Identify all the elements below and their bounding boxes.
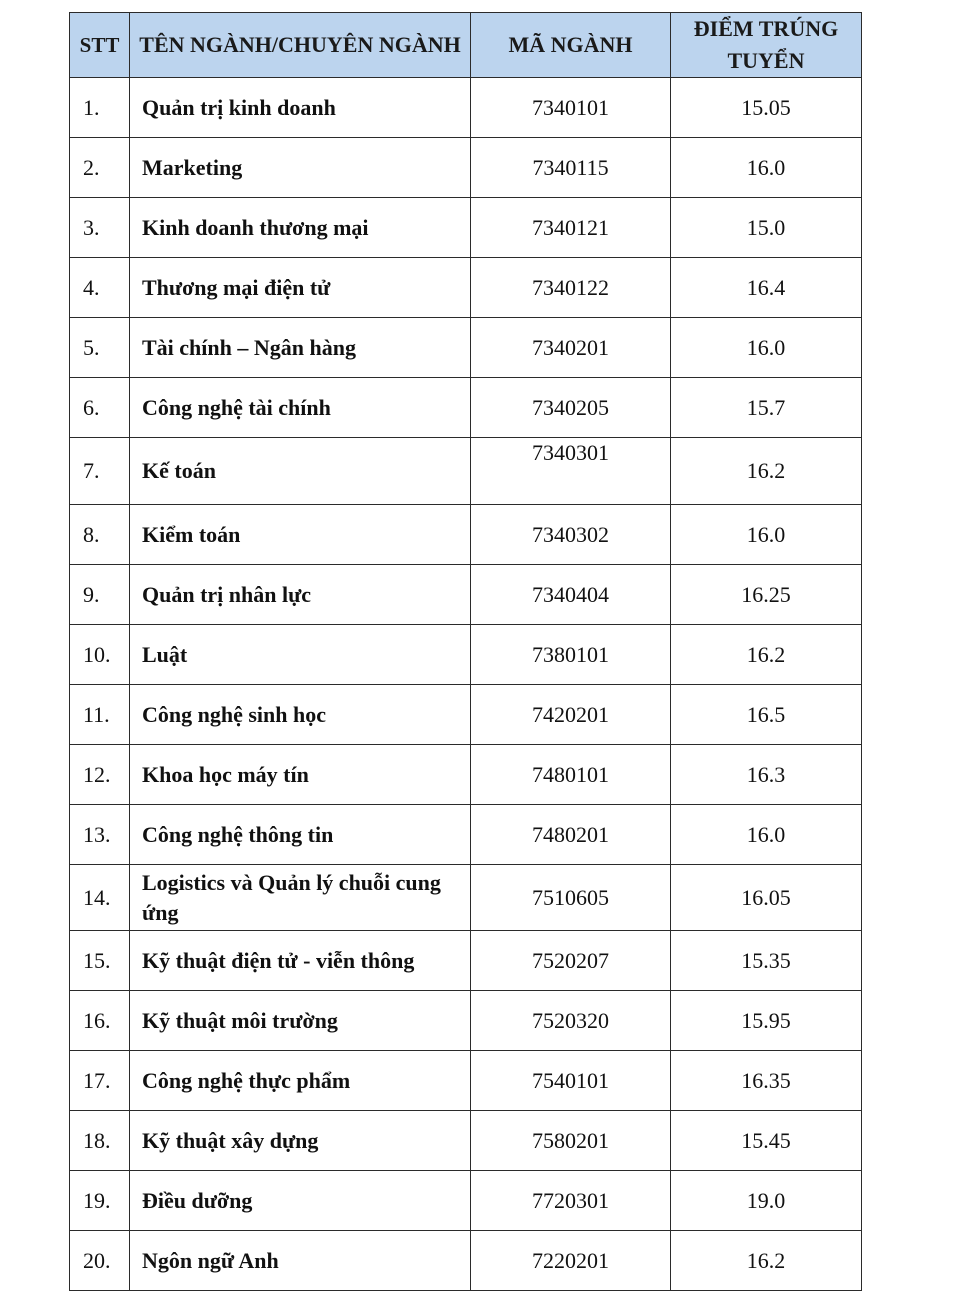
row-admission-score: 15.7 bbox=[671, 378, 862, 438]
row-major-code: 7340122 bbox=[471, 258, 671, 318]
row-major-name: Kinh doanh thương mại bbox=[130, 198, 471, 258]
row-major-code: 7340121 bbox=[471, 198, 671, 258]
table-row bbox=[70, 78, 862, 138]
row-stt: 4. bbox=[70, 258, 130, 318]
row-major-code: 7520320 bbox=[471, 991, 671, 1051]
table-row bbox=[70, 258, 862, 318]
table-row bbox=[70, 505, 862, 565]
row-major-code: 7520207 bbox=[471, 931, 671, 991]
row-admission-score: 16.3 bbox=[671, 745, 862, 805]
row-major-name: Ngôn ngữ Anh bbox=[130, 1231, 471, 1291]
row-major-name: Quản trị nhân lực bbox=[130, 565, 471, 625]
table-row bbox=[70, 138, 862, 198]
row-admission-score: 15.0 bbox=[671, 198, 862, 258]
row-major-name: Công nghệ tài chính bbox=[130, 378, 471, 438]
table-header bbox=[70, 13, 862, 78]
header-stt: STT bbox=[70, 13, 130, 78]
row-stt: 20. bbox=[70, 1231, 130, 1291]
header-major-name: TÊN NGÀNH/CHUYÊN NGÀNH bbox=[130, 13, 471, 78]
row-stt: 11. bbox=[70, 685, 130, 745]
row-admission-score: 16.25 bbox=[671, 565, 862, 625]
row-stt: 19. bbox=[70, 1171, 130, 1231]
row-admission-score: 16.0 bbox=[671, 805, 862, 865]
table-row bbox=[70, 931, 862, 991]
row-major-name: Logistics và Quản lý chuỗi cung ứng bbox=[130, 865, 471, 931]
row-admission-score: 15.45 bbox=[671, 1111, 862, 1171]
row-major-code: 7340302 bbox=[471, 505, 671, 565]
row-stt: 5. bbox=[70, 318, 130, 378]
row-stt: 18. bbox=[70, 1111, 130, 1171]
row-major-code: 7420201 bbox=[471, 685, 671, 745]
table-row bbox=[70, 1051, 862, 1111]
row-admission-score: 16.2 bbox=[671, 1231, 862, 1291]
table-body bbox=[70, 78, 862, 1291]
row-major-name: Điều dưỡng bbox=[130, 1171, 471, 1231]
row-stt: 6. bbox=[70, 378, 130, 438]
row-major-name: Luật bbox=[130, 625, 471, 685]
row-stt: 2. bbox=[70, 138, 130, 198]
row-major-name: Kỹ thuật môi trường bbox=[130, 991, 471, 1051]
row-major-name: Công nghệ thực phẩm bbox=[130, 1051, 471, 1111]
table-row bbox=[70, 805, 862, 865]
row-stt: 7. bbox=[70, 438, 130, 505]
row-admission-score: 16.2 bbox=[671, 625, 862, 685]
row-major-name: Kiểm toán bbox=[130, 505, 471, 565]
row-major-code: 7340115 bbox=[471, 138, 671, 198]
row-stt: 16. bbox=[70, 991, 130, 1051]
table-row bbox=[70, 1231, 862, 1291]
row-stt: 15. bbox=[70, 931, 130, 991]
row-admission-score: 16.4 bbox=[671, 258, 862, 318]
row-major-code: 7540101 bbox=[471, 1051, 671, 1111]
row-major-code: 7340101 bbox=[471, 78, 671, 138]
admission-scores-table bbox=[69, 12, 862, 1291]
row-major-code: 7380101 bbox=[471, 625, 671, 685]
row-major-name: Quản trị kinh doanh bbox=[130, 78, 471, 138]
row-stt: 17. bbox=[70, 1051, 130, 1111]
row-major-code: 7510605 bbox=[471, 865, 671, 931]
header-row bbox=[70, 13, 862, 78]
header-admission-score: ĐIỂM TRÚNG TUYỂN bbox=[671, 13, 862, 78]
row-admission-score: 16.35 bbox=[671, 1051, 862, 1111]
row-stt: 3. bbox=[70, 198, 130, 258]
table-row bbox=[70, 318, 862, 378]
row-major-code: 7720301 bbox=[471, 1171, 671, 1231]
row-stt: 10. bbox=[70, 625, 130, 685]
row-major-name: Thương mại điện tử bbox=[130, 258, 471, 318]
row-stt: 1. bbox=[70, 78, 130, 138]
row-admission-score: 19.0 bbox=[671, 1171, 862, 1231]
row-major-name: Marketing bbox=[130, 138, 471, 198]
row-stt: 13. bbox=[70, 805, 130, 865]
row-admission-score: 15.95 bbox=[671, 991, 862, 1051]
row-stt: 12. bbox=[70, 745, 130, 805]
row-admission-score: 16.5 bbox=[671, 685, 862, 745]
row-major-name: Công nghệ thông tin bbox=[130, 805, 471, 865]
row-major-code: 7480201 bbox=[471, 805, 671, 865]
row-stt: 9. bbox=[70, 565, 130, 625]
row-major-code: 7480101 bbox=[471, 745, 671, 805]
row-major-name: Tài chính – Ngân hàng bbox=[130, 318, 471, 378]
row-major-name: Công nghệ sinh học bbox=[130, 685, 471, 745]
row-major-name: Kế toán bbox=[130, 438, 471, 505]
row-admission-score: 16.2 bbox=[671, 438, 862, 505]
row-admission-score: 16.05 bbox=[671, 865, 862, 931]
table-row bbox=[70, 745, 862, 805]
row-major-name: Kỹ thuật điện tử - viễn thông bbox=[130, 931, 471, 991]
row-major-code: 7220201 bbox=[471, 1231, 671, 1291]
row-stt: 14. bbox=[70, 865, 130, 931]
table-row bbox=[70, 685, 862, 745]
row-admission-score: 16.0 bbox=[671, 138, 862, 198]
row-major-code: 7340201 bbox=[471, 318, 671, 378]
row-major-name: Khoa học máy tín bbox=[130, 745, 471, 805]
row-major-code: 7340404 bbox=[471, 565, 671, 625]
row-major-name: Kỹ thuật xây dựng bbox=[130, 1111, 471, 1171]
row-admission-score: 15.05 bbox=[671, 78, 862, 138]
row-admission-score: 16.0 bbox=[671, 318, 862, 378]
table-row bbox=[70, 438, 862, 505]
table-row bbox=[70, 865, 862, 931]
row-major-code: 7340301 bbox=[471, 438, 671, 505]
table-row bbox=[70, 1111, 862, 1171]
table-row bbox=[70, 1171, 862, 1231]
row-admission-score: 16.0 bbox=[671, 505, 862, 565]
row-stt: 8. bbox=[70, 505, 130, 565]
header-major-code: MÃ NGÀNH bbox=[471, 13, 671, 78]
table-row bbox=[70, 378, 862, 438]
row-major-code: 7580201 bbox=[471, 1111, 671, 1171]
table-row bbox=[70, 198, 862, 258]
row-admission-score: 15.35 bbox=[671, 931, 862, 991]
table-row bbox=[70, 565, 862, 625]
table-row bbox=[70, 991, 862, 1051]
row-major-code: 7340205 bbox=[471, 378, 671, 438]
table-row bbox=[70, 625, 862, 685]
